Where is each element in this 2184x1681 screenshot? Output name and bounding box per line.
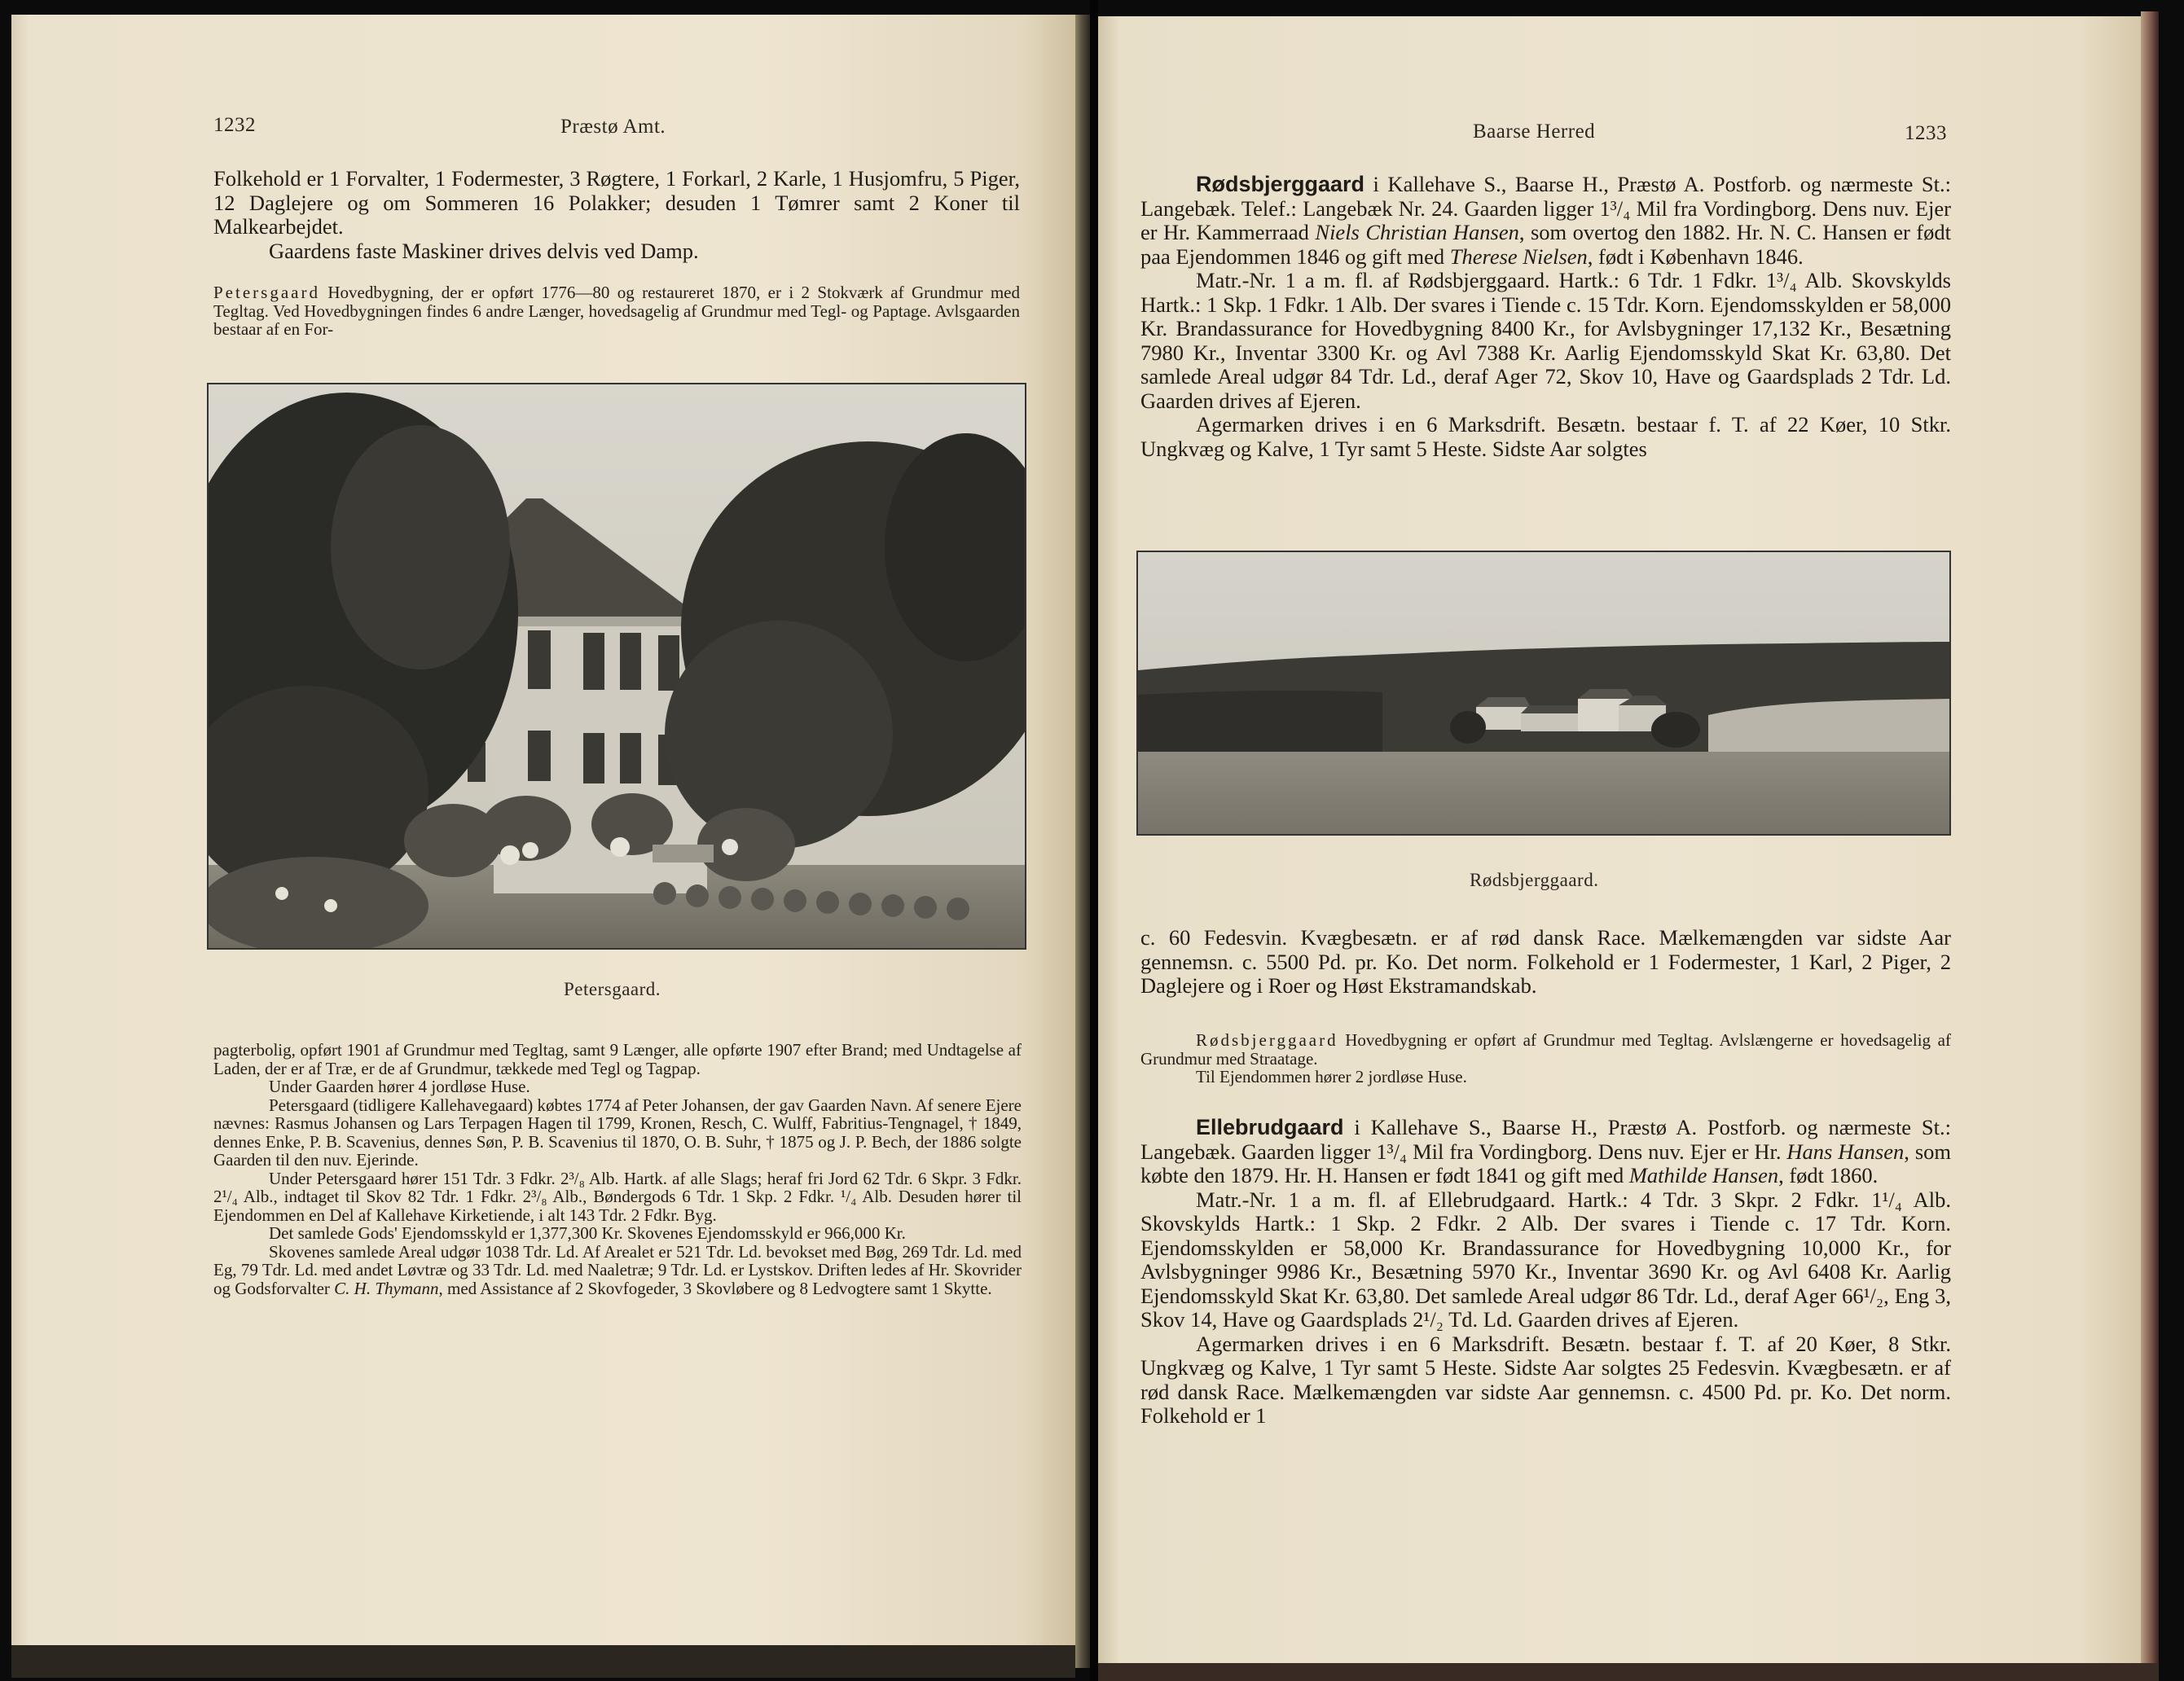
entry-paragraph: c. 60 Fedesvin. Kvægbesætn. er af rød dansk Race. Mælkemængden var sidste Aar gennemsn. c. 5500 Pd. pr. Ko. Det norm. Folkehold er 1 Fodermester, 1 Karl, 2 Piger, 2 Daglejere og i Roer og Høst Ekstramandskab. <box>1140 925 1951 998</box>
left-page-edge <box>1075 15 1090 1668</box>
rodsbjerggaard-caption: Rødsbjerggaard. <box>1470 870 1599 890</box>
rodsbjerggaard-photo <box>1136 551 1951 836</box>
right-page-edge <box>2141 11 2159 1670</box>
rodsbjerggaard-entry: Rødsbjerggaard i Kallehave S., Baarse H., Præstø A. Postforb. og nærmeste St.: Langebæk. Telef.: Langebæk Nr. 24. Gaarden ligger 1³/₄ Mil fra Vordingborg. Dens nuv. Ejer er Hr. Kammerraad Niels Christian Hansen, som overtog den 1882. Hr. N. C. Hansen er født paa Ejendommen 1846 og gift med Therese Nielsen, født i København 1846. Matr.-Nr. 1 a m. fl. af Rødsbjerggaard. Hartk.: 6 Tdr. 1 Fdkr. 1³/₄ Alb. Skovskylds Hartk.: 1 Skp. 1 Fdkr. 1 Alb. Der svares i Tiende c. 15 Tdr. Korn. Ejendomsskylden er 58,000 Kr. Brandassurance for Hovedbygning 8400 Kr., for Avlsbygninger 17,132 Kr., Besætning 7980 Kr., Inventar 3300 Kr. og Avl 7388 Kr. Aarlig Ejendomsskyld Skat Kr. 63,80. Det samlede Areal udgør 84 Tdr. Ld., deraf Ager 72, Skov 10, Have og Gaardsplads 2 Tdr. Ld. Gaarden drives af Ejeren. Agermarken drives i en 6 Marksdrift. Besætn. bestaar f. T. af 22 Køer, 10 Stkr. Ungkvæg og Kalve, 1 Tyr samt 5 Heste. Sidste Aar solgtes <box>1140 172 1951 461</box>
left-small-text-2 <box>213 1041 1022 1297</box>
small-paragraph: pagterbolig, opført 1901 af Grundmur med Tegltag, samt 9 Længer, alle opførte 1907 efter Brand; med Undtagelse af Laden, der er af Træ, er de af Grundmur, tækkede med Tegl og Tagpap. <box>213 1040 1022 1078</box>
intro-paragraph: Folkehold er 1 Forvalter, 1 Fodermester, 3 Røgtere, 1 Forkarl, 2 Karle, 1 Husjomfru, 5 Piger, 12 Daglejere og om Sommeren 16 Polakker; desuden 1 Tømrer samt 2 Koner til Malkearbejdet. <box>213 166 1020 239</box>
owner-name: Niels Christian Hansen <box>1315 220 1519 244</box>
small-paragraph: Under Gaarden hører 4 jordløse Huse. <box>269 1077 530 1096</box>
intro-paragraph: Gaardens faste Maskiner drives delvis ved Damp. <box>269 238 699 263</box>
right-page-number: 1233 <box>1905 122 1947 144</box>
rodsbjerggaard-small-text: Rødsbjerggaard Hovedbygning er opført af Grundmur med Tegltag. Avlslængerne er hovedsagelig af Grundmur med Straatage. Til Ejendommen hører 2 jordløse Huse. <box>1140 1030 1951 1086</box>
entry-title-ellebrudgaard: Ellebrudgaard <box>1196 1115 1344 1139</box>
petersgaard-photo <box>207 383 1026 950</box>
small-paragraph: Til Ejendommen hører 2 jordløse Huse. <box>1196 1067 1467 1086</box>
forester-name: C. H. Thymann <box>334 1278 439 1298</box>
rodsbjerggaard-continued <box>1140 926 1951 999</box>
entry-paragraph: Agermarken drives i en 6 Marksdrift. Besætn. bestaar f. T. af 20 Køer, 8 Stkr. Ungkvæg og Kalve, 1 Tyr samt 5 Heste. Sidste Aar solgtes 25 Fedesvin. Kvægbesætn. er af rød dansk Race. Mælkemængden var sidste Aar gennemsn. c. 4500 Pd. pr. Ko. Det norm. Folkehold er 1 <box>1140 1331 1951 1428</box>
entry-paragraph: Matr.-Nr. 1 a m. fl. af Rødsbjerggaard. Hartk.: 6 Tdr. 1 Fdkr. 1³/₄ Alb. Skovskylds Hartk.: 1 Skp. 1 Fdkr. 1 Alb. Der svares i Tiende c. 15 Tdr. Korn. Ejendomsskylden er 58,000 Kr. Brandassurance for Hovedbygning 8400 Kr., for Avlsbygninger 17,132 Kr., Besætning 7980 Kr., Inventar 3300 Kr. og Avl 7388 Kr. Aarlig Ejendomsskyld Skat Kr. 63,80. Det samlede Areal udgør 84 Tdr. Ld., deraf Ager 72, Skov 10, Have og Gaardsplads 2 Tdr. Ld. Gaarden drives af Ejeren. <box>1140 268 1951 413</box>
small-paragraph: Det samlede Gods' Ejendomsskyld er 1,377,300 Kr. Skovenes Ejendomsskyld er 966,000 Kr. <box>269 1223 906 1243</box>
section-lead: Petersgaard <box>213 283 320 302</box>
small-paragraph: Under Petersgaard hører 151 Tdr. 3 Fdkr. 2³/₈ Alb. Hartk. af alle Slags; heraf fri Jord 62 Tdr. 6 Skpr. 3 Fdkr. 2¹/₄ Alb., indtaget til Skov 82 Tdr. 1 Fdkr. 2³/₈ Alb., Bøndergods 6 Tdr. 1 Skp. 2 Fdkr. ¹/₄ Alb. Desuden hører til Ejendommen en Del af Kallehave Kirketiende, i alt 143 Tdr. 2 Fdkr. Byg. <box>213 1168 1022 1225</box>
section-lead: Rødsbjerggaard <box>1196 1030 1338 1050</box>
left-small-text-1 <box>213 283 1020 339</box>
left-page-bottom-edge <box>11 1645 1075 1678</box>
entry-paragraph: Agermarken drives i en 6 Marksdrift. Besætn. bestaar f. T. af 22 Køer, 10 Stkr. Ungkvæg og Kalve, 1 Tyr samt 5 Heste. Sidste Aar solgtes <box>1140 412 1951 461</box>
right-page-bottom-edge <box>1098 1663 2159 1681</box>
left-page-number: 1232 <box>213 114 256 136</box>
small-paragraph: Skovenes samlede Areal udgør 1038 Tdr. Ld. Af Arealet er 521 Tdr. Ld. bevokset med Bøg, 269 Tdr. Ld. med Eg, 79 Tdr. Ld. med andet Løvtræ og 33 Tdr. Ld. med Naaletræ; 9 Tdr. Ld. er Lystskov. Driften ledes af Hr. Skovrider og Godsforvalter C. H. Thymann, med Assistance af 2 Skovfogeder, 3 Skovløbere og 8 Ledvogtere samt 1 Skytte. <box>213 1241 1022 1298</box>
ellebrudgaard-entry: Ellebrudgaard i Kallehave S., Baarse H., Præstø A. Postforb. og nærmeste St.: Langebæk. Gaarden ligger 1³/₄ Mil fra Vordingborg. Dens nuv. Ejer er Hr. Hans Hansen, som købte den 1879. Hr. H. Hansen er født 1841 og gift med Mathilde Hansen, født 1860. Matr.-Nr. 1 a m. fl. af Ellebrudgaard. Hartk.: 4 Tdr. 3 Skpr. 2 Fdkr. 1¹/₄ Alb. Skovskylds Hartk.: 1 Skp. 2 Fdkr. 2 Alb. Der svares i Tiende c. 17 Tdr. Korn. Ejendomsskylden er 58,000 Kr. Brandassurance for Hovedbygning 10,000 Kr., for Avlsbygninger 9986 Kr., Besætning 5970 Kr., Inventar 3690 Kr. og Avl 6408 Kr. Aarlig Ejendomsskyld Skat Kr. 63,80. Det samlede Areal udgør 86 Tdr. Ld., deraf Ager 66¹/₂, Eng 3, Skov 14, Have og Gaardsplads 2¹/₂ Td. Ld. Gaarden drives af Ejeren. Agermarken drives i en 6 Marksdrift. Besætn. bestaar f. T. af 20 Køer, 8 Stkr. Ungkvæg og Kalve, 1 Tyr samt 5 Heste. Sidste Aar solgtes 25 Fedesvin. Kvægbesætn. er af rød dansk Race. Mælkemængden var sidste Aar gennemsn. c. 4500 Pd. pr. Ko. Det norm. Folkehold er 1 <box>1140 1115 1952 1428</box>
left-running-header: Præstø Amt. <box>560 116 666 138</box>
section-text: Hovedbygning, der er opført 1776—80 og restaureret 1870, er i 2 Stokværk af Grundmur med Tegltag. Ved Hovedbygningen findes 6 andre Længer, hovedsagelig af Grundmur med Tegl- og Paptage. Avlsgaarden bestaar af en For- <box>213 283 1020 339</box>
entry-title-rodsbjerggaard: Rødsbjerggaard <box>1196 172 1365 196</box>
petersgaard-caption: Petersgaard. <box>564 979 661 999</box>
left-intro-text <box>213 167 1020 263</box>
owner-name: Hans Hansen <box>1786 1139 1905 1164</box>
wife-name: Therese Nielsen <box>1449 244 1588 269</box>
right-running-header: Baarse Herred <box>1473 121 1596 143</box>
book-gutter <box>1090 0 1098 1681</box>
small-paragraph: Petersgaard (tidligere Kallehavegaard) købtes 1774 af Peter Johansen, der gav Gaarden Navn. Af senere Ejere nævnes: Rasmus Johansen og Lars Terpagen Hagen til 1799, Kronen, Resch, C. Wulff, Fabritius-Tengnagel, † 1849, dennes Enke, P. B. Scavenius, dennes Søn, P. B. Scavenius til 1870, O. B. Suhr, † 1875 og J. P. Bech, der 1886 solgte Gaarden til den nuv. Ejerinde. <box>213 1095 1022 1170</box>
wife-name: Mathilde Hansen <box>1628 1163 1779 1187</box>
entry-paragraph: Matr.-Nr. 1 a m. fl. af Ellebrudgaard. Hartk.: 4 Tdr. 3 Skpr. 2 Fdkr. 1¹/₄ Alb. Skovskylds Hartk.: 1 Skp. 2 Fdkr. 2 Alb. Der svares i Tiende c. 17 Tdr. Korn. Ejendomsskylden er 58,000 Kr. Brandassurance for Hovedbygning 10,000 Kr., for Avlsbygninger 9986 Kr., Besætning 5970 Kr., Inventar 3690 Kr. og Avl 6408 Kr. Aarlig Ejendomsskyld Skat Kr. 63,80. Det samlede Areal udgør 86 Tdr. Ld., deraf Ager 66¹/₂, Eng 3, Skov 14, Have og Gaardsplads 2¹/₂ Td. Ld. Gaarden drives af Ejeren. <box>1140 1187 1951 1332</box>
